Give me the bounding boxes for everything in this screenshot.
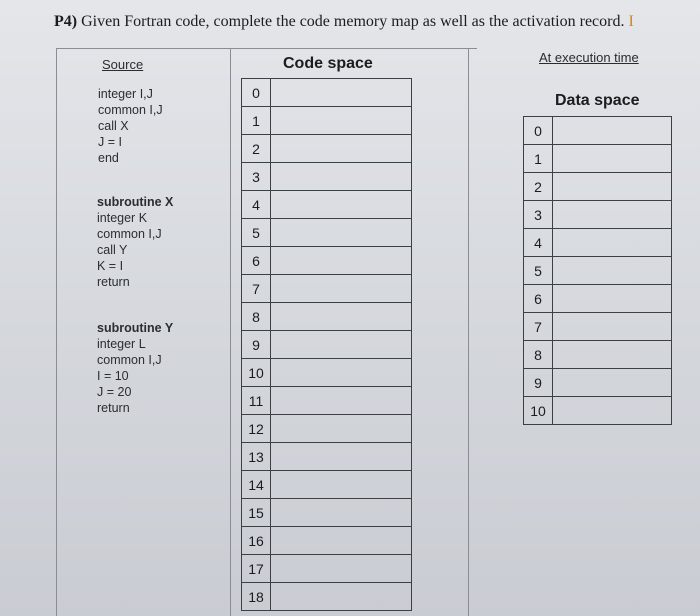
code-line: K = I (97, 259, 124, 273)
data-memory-cell[interactable] (553, 369, 672, 397)
code-memory-cell[interactable] (271, 443, 412, 471)
code-memory-cell[interactable] (271, 471, 412, 499)
table-row (242, 387, 412, 415)
table-row (524, 145, 672, 173)
main-program-code (98, 86, 163, 166)
code-line: I = 10 (97, 369, 129, 383)
address-cell: 12 (242, 415, 271, 443)
address-cell: 5 (524, 257, 553, 285)
code-line: integer K (97, 211, 148, 225)
code-memory-cell[interactable] (271, 527, 412, 555)
address-cell: 16 (242, 527, 271, 555)
data-memory-cell[interactable] (553, 257, 672, 285)
question-text (54, 13, 634, 31)
table-row (242, 107, 412, 135)
source-header: Source (102, 57, 144, 72)
address-cell: 2 (524, 173, 553, 201)
table-row (242, 499, 412, 527)
address-cell: 10 (242, 359, 271, 387)
code-memory-cell[interactable] (271, 135, 412, 163)
code-memory-cell[interactable] (271, 303, 412, 331)
table-row (524, 285, 672, 313)
question-body: Given Fortran code, complete the code memory map as well as the activation record. (81, 13, 625, 30)
data-memory-cell[interactable] (553, 341, 672, 369)
data-space-table (523, 116, 672, 425)
table-row (242, 415, 412, 443)
code-line: end (98, 151, 119, 165)
address-cell: 5 (242, 219, 271, 247)
table-row (242, 135, 412, 163)
table-row (242, 583, 412, 611)
data-memory-cell[interactable] (553, 285, 672, 313)
code-line: J = I (98, 135, 122, 149)
table-row (242, 443, 412, 471)
address-cell: 3 (242, 163, 271, 191)
code-memory-cell[interactable] (271, 163, 412, 191)
address-cell: 7 (524, 313, 553, 341)
address-cell: 1 (524, 145, 553, 173)
code-line: integer L (97, 337, 146, 351)
table-row (524, 397, 672, 425)
code-line: common I,J (98, 103, 163, 117)
table-row (524, 369, 672, 397)
address-cell: 13 (242, 443, 271, 471)
table-row (524, 229, 672, 257)
address-cell: 1 (242, 107, 271, 135)
data-memory-cell[interactable] (553, 117, 672, 145)
code-line: common I,J (97, 353, 162, 367)
address-cell: 6 (242, 247, 271, 275)
code-memory-cell[interactable] (271, 359, 412, 387)
address-cell: 4 (524, 229, 553, 257)
table-row (242, 163, 412, 191)
address-cell: 10 (524, 397, 553, 425)
code-line: integer I,J (98, 87, 153, 101)
table-row (524, 341, 672, 369)
subroutine-y-title: subroutine Y (97, 321, 174, 335)
table-row (524, 117, 672, 145)
address-cell: 0 (524, 117, 553, 145)
table-row (242, 331, 412, 359)
subroutine-y-code (97, 320, 173, 416)
table-row (242, 191, 412, 219)
address-cell: 14 (242, 471, 271, 499)
address-cell: 6 (524, 285, 553, 313)
table-row (524, 257, 672, 285)
code-line: return (97, 401, 130, 415)
address-cell: 4 (242, 191, 271, 219)
address-cell: 7 (242, 275, 271, 303)
code-line: call X (98, 119, 129, 133)
data-memory-cell[interactable] (553, 397, 672, 425)
code-memory-cell[interactable] (271, 247, 412, 275)
table-row (524, 201, 672, 229)
table-row (242, 219, 412, 247)
code-line: call Y (97, 243, 128, 257)
table-row (242, 555, 412, 583)
table-row (524, 313, 672, 341)
code-memory-cell[interactable] (271, 219, 412, 247)
address-cell: 15 (242, 499, 271, 527)
address-cell: 17 (242, 555, 271, 583)
code-memory-cell[interactable] (271, 107, 412, 135)
code-memory-cell[interactable] (271, 415, 412, 443)
data-memory-cell[interactable] (553, 229, 672, 257)
table-row (242, 275, 412, 303)
subroutine-x-title: subroutine X (97, 195, 174, 209)
code-memory-cell[interactable] (271, 191, 412, 219)
text-cursor-icon: I (628, 13, 634, 30)
code-memory-cell[interactable] (271, 583, 412, 611)
address-cell: 8 (242, 303, 271, 331)
data-memory-cell[interactable] (553, 313, 672, 341)
code-space-table (241, 78, 412, 611)
table-row (242, 79, 412, 107)
data-memory-cell[interactable] (553, 173, 672, 201)
code-memory-cell[interactable] (271, 275, 412, 303)
address-cell: 9 (242, 331, 271, 359)
address-cell: 3 (524, 201, 553, 229)
address-cell: 8 (524, 341, 553, 369)
code-memory-cell[interactable] (271, 499, 412, 527)
data-space-title: Data space (555, 92, 640, 109)
table-row (242, 303, 412, 331)
address-cell: 18 (242, 583, 271, 611)
code-line: common I,J (97, 227, 162, 241)
address-cell: 9 (524, 369, 553, 397)
address-cell: 11 (242, 387, 271, 415)
code-space-title: Code space (283, 55, 373, 72)
question-label: P4) (54, 13, 78, 30)
subroutine-x-code (97, 194, 173, 290)
table-row (242, 471, 412, 499)
address-cell: 0 (242, 79, 271, 107)
address-cell: 2 (242, 135, 271, 163)
table-row (524, 173, 672, 201)
execution-time-header: At execution time (539, 50, 639, 65)
code-memory-cell[interactable] (271, 331, 412, 359)
code-line: J = 20 (97, 385, 132, 399)
code-memory-cell[interactable] (271, 555, 412, 583)
column-divider-1 (230, 48, 231, 616)
data-memory-cell[interactable] (553, 201, 672, 229)
table-row (242, 527, 412, 555)
code-line: return (97, 275, 130, 289)
code-memory-cell[interactable] (271, 387, 412, 415)
data-memory-cell[interactable] (553, 145, 672, 173)
code-memory-cell[interactable] (271, 79, 412, 107)
table-row (242, 359, 412, 387)
column-divider-2 (468, 48, 469, 616)
table-row (242, 247, 412, 275)
